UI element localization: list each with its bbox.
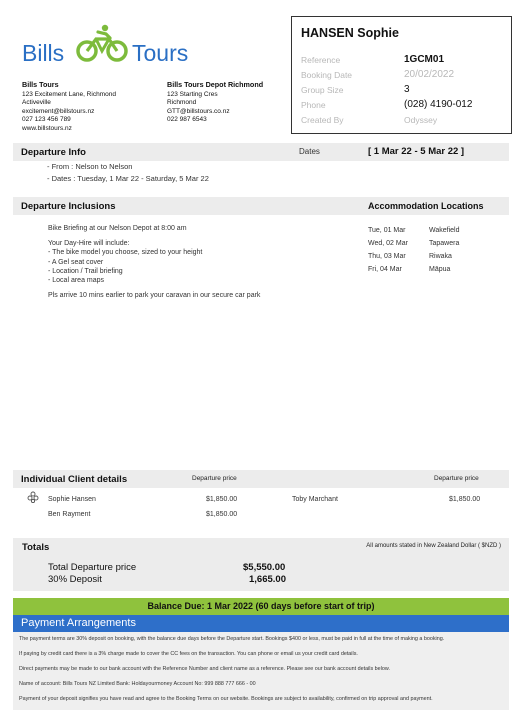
booking-value: Odyssey <box>404 115 438 125</box>
accommodation-day: Thu, 03 Mar <box>368 253 406 260</box>
accommodation-row <box>368 263 459 276</box>
accommodation-title: Accommodation Locations <box>368 201 484 211</box>
depot-address-line2: Richmond <box>167 99 197 107</box>
accommodation-place: Wakefield <box>429 227 460 234</box>
booking-value: 3 <box>404 84 410 95</box>
departure-inclusions-header <box>13 197 509 215</box>
booking-label: Reference <box>301 55 341 65</box>
company-address-line1: 123 Excitement Lane, Richmond <box>22 90 116 98</box>
client-row <box>48 492 237 507</box>
payment-line: The payment terms are 30% deposit on booking, with the balance due days before the Departure start. Bookings $400 or less, must be paid in full at the time of making a booking. <box>19 636 445 642</box>
departure-info-header <box>13 143 509 161</box>
depot-address <box>167 81 263 125</box>
booking-row-created-by <box>301 115 506 125</box>
dayhire-title: Your Day-Hire will include: <box>48 240 130 248</box>
client-row <box>292 492 480 507</box>
payment-line: Payment of your deposit signifies you have read and agree to the Booking Terms on our website. Bookings are subject to availability, confirmed on trip approval and payment. <box>19 696 433 702</box>
departure-dates: - Dates : Tuesday, 1 Mar 22 - Saturday, 5 Mar 22 <box>47 173 209 183</box>
booking-value: 20/02/2022 <box>404 69 455 80</box>
client-details-header <box>13 470 509 488</box>
payment-line: Name of account: Bills Tours NZ Limited Bank: Holdayourmoney Account No: 999 888 777 666 - 00 <box>19 681 256 687</box>
company-address <box>22 81 116 134</box>
booking-label: Booking Date <box>301 70 353 80</box>
client-details-title: Individual Client details <box>21 474 128 485</box>
depot-email[interactable]: GTT@billstours.co.nz <box>167 107 230 115</box>
totals-header <box>13 538 509 556</box>
client-name-cell: Toby Marchant <box>292 496 338 503</box>
accommodation-place: Tapawera <box>429 240 460 247</box>
briefing-text: Bike Briefing at our Nelson Depot at 8:00 am <box>48 225 187 232</box>
accommodation-row <box>368 224 459 237</box>
total-label: Total Departure price <box>48 562 137 573</box>
arrival-note: Pls arrive 10 mins earlier to park your caravan in our secure car park <box>48 292 261 300</box>
balance-due-banner <box>13 598 509 615</box>
booking-label: Created By <box>301 115 344 125</box>
dates-value: [ 1 Mar 22 - 5 Mar 22 ] <box>368 146 465 157</box>
payment-header <box>13 615 509 632</box>
group-icon <box>27 491 39 503</box>
client-list-right <box>292 492 480 507</box>
logo-text-right: Tours <box>132 40 189 66</box>
accommodation-place: Riwaka <box>429 253 452 260</box>
depot-name: Bills Tours Depot Richmond <box>167 80 264 89</box>
deposit-label: 30% Deposit <box>48 574 102 585</box>
inclusion-item: - Local area maps <box>48 277 105 285</box>
client-row <box>48 507 237 522</box>
booking-summary-box <box>291 16 512 134</box>
total-value: $5,550.00 <box>243 562 286 573</box>
totals-body <box>13 556 509 591</box>
client-price-cell: $1,850.00 <box>206 511 238 518</box>
client-list-left <box>48 492 237 522</box>
payment-line: Direct payments may be made to our bank account with the Reference Number and client name as a reference. Please see our bank account details below. <box>19 666 390 672</box>
inclusion-item: - Location / Trail briefing <box>48 267 123 275</box>
depot-address-line1: 123 Starting Cres <box>167 90 218 98</box>
price-header-right: Departure price <box>434 475 479 482</box>
client-price-cell: $1,850.00 <box>206 496 238 503</box>
payment-line: If paying by credit card there is a 3% charge made to cover the CC fees on the transaction. You can phone or email us your credit card details. <box>19 651 358 657</box>
bike-icon <box>76 24 128 64</box>
payment-terms <box>13 632 509 710</box>
company-phone: 027 123 456 789 <box>22 116 71 124</box>
currency-note: All amounts stated in New Zealand Dollar ( $NZD ) <box>366 543 501 549</box>
dates-label: Dates <box>299 147 320 156</box>
departure-info-title: Departure Info <box>21 147 86 158</box>
depot-phone: 022 987 6543 <box>167 116 207 124</box>
booking-value: (028) 4190-012 <box>404 99 473 110</box>
accommodation-day: Fri, 04 Mar <box>368 266 402 273</box>
inclusions-body <box>48 224 260 300</box>
client-name-cell: Ben Rayment <box>48 511 91 518</box>
deposit-value: 1,665.00 <box>249 574 286 585</box>
departure-inclusions-title: Departure Inclusions <box>21 201 116 212</box>
company-address-line2: Activeville <box>22 99 51 107</box>
client-price-cell: $1,850.00 <box>449 496 481 503</box>
company-website[interactable]: www.billstours.nz <box>22 124 72 132</box>
booking-value: 1GCM01 <box>404 54 445 65</box>
departure-from: - From : Nelson to Nelson <box>47 162 133 171</box>
logo-text-left: Bills <box>22 40 65 66</box>
booking-row-phone <box>301 100 506 110</box>
accommodation-day: Wed, 02 Mar <box>368 240 408 247</box>
price-header-left: Departure price <box>192 475 237 482</box>
accommodation-row <box>368 237 459 250</box>
inclusion-item: - The bike model you choose, sized to your height <box>48 249 203 257</box>
client-name: HANSEN Sophie <box>301 26 399 40</box>
accommodation-row <box>368 250 459 263</box>
departure-info-details <box>47 161 209 184</box>
accommodation-day: Tue, 01 Mar <box>368 227 406 234</box>
inclusion-item: - A Gel seat cover <box>48 258 104 266</box>
accommodation-place: Māpua <box>429 266 451 273</box>
totals-title: Totals <box>22 542 50 553</box>
client-name-cell: Sophie Hansen <box>48 496 96 503</box>
booking-row-group-size <box>301 85 506 95</box>
company-logo <box>22 24 202 74</box>
balance-due-text: Balance Due: 1 Mar 2022 (60 days before start of trip) <box>147 601 375 611</box>
booking-label: Phone <box>301 100 326 110</box>
booking-label: Group Size <box>301 85 344 95</box>
booking-row-date <box>301 70 506 80</box>
payment-title: Payment Arrangements <box>21 617 136 629</box>
company-email[interactable]: excitement@billstours.nz <box>22 107 95 115</box>
company-name: Bills Tours <box>22 80 59 89</box>
booking-row-reference <box>301 55 506 65</box>
accommodation-list <box>368 224 459 276</box>
